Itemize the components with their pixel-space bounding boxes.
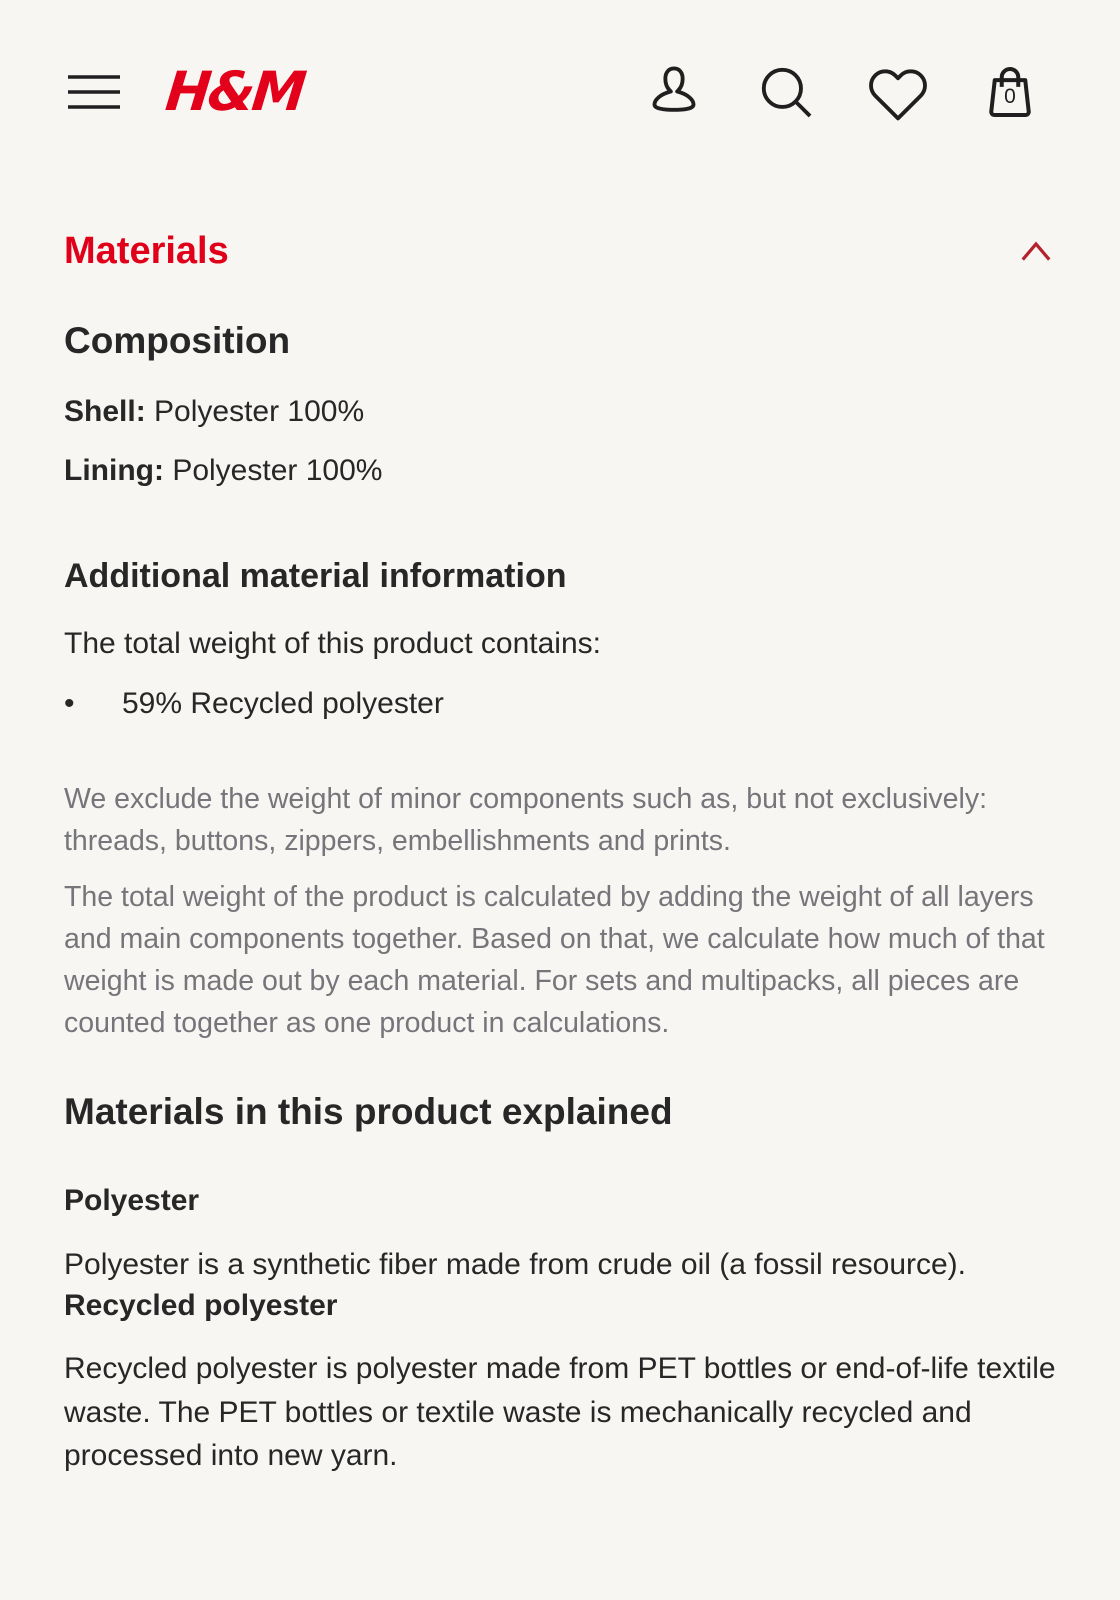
composition-label: Shell: xyxy=(64,394,146,428)
bullet-marker: • xyxy=(64,687,75,721)
material-entry-description: Recycled polyester is polyester made from PET bottles or end-of-life textile waste. The PET bottles or textile waste is mechanically recycled and processed into new yarn. xyxy=(64,1352,1056,1473)
material-entry-name: Recycled polyester xyxy=(64,1289,338,1323)
account-button[interactable] xyxy=(642,59,706,125)
search-icon xyxy=(755,61,817,123)
header-icons xyxy=(642,59,1042,125)
recycled-content-bullet xyxy=(64,685,1056,723)
collapse-section-button[interactable] xyxy=(1016,236,1056,266)
composition-value: Polyester 100% xyxy=(154,394,365,428)
hamburger-icon xyxy=(68,74,120,110)
materials-panel xyxy=(0,232,1120,1478)
additional-info-heading: Additional material information xyxy=(64,557,567,596)
composition-row-lining xyxy=(64,452,1056,490)
favorites-button[interactable] xyxy=(866,59,930,125)
cart-count-badge: 0 xyxy=(1004,84,1016,108)
bullet-text: 59% Recycled polyester xyxy=(122,687,444,721)
materials-section-title: Materials xyxy=(64,230,229,272)
composition-row-shell xyxy=(64,393,1056,431)
material-entry-description: Polyester is a synthetic fiber made from crude oil (a fossil resource). xyxy=(64,1247,967,1281)
total-weight-intro: The total weight of this product contains: xyxy=(64,626,601,660)
materials-accordion-header[interactable] xyxy=(64,232,1056,270)
composition-value: Polyester 100% xyxy=(172,454,383,488)
heart-icon xyxy=(866,61,930,123)
weight-exclusion-note: We exclude the weight of minor components such as, but not exclusively: threads, buttons, zippers, embellishments and prints. xyxy=(64,783,988,858)
material-entry-name: Polyester xyxy=(64,1183,200,1217)
weight-calculation-note: The total weight of the product is calculated by adding the weight of all layers and main components together. Based on that, we calculate how much of that weight is made out by each material. For sets and multipacks, all pieces are counted together as one product in calculations. xyxy=(64,880,1045,1039)
hm-logo[interactable]: H&M xyxy=(162,60,307,123)
composition-heading: Composition xyxy=(64,320,291,361)
search-button[interactable] xyxy=(754,59,818,125)
chevron-up-icon xyxy=(1017,237,1055,265)
materials-explained-heading: Materials in this product explained xyxy=(64,1091,673,1133)
composition-label: Lining: xyxy=(64,454,164,488)
user-icon xyxy=(643,61,705,123)
menu-button[interactable] xyxy=(68,72,120,112)
header xyxy=(0,0,1120,128)
cart-button[interactable] xyxy=(978,59,1042,125)
